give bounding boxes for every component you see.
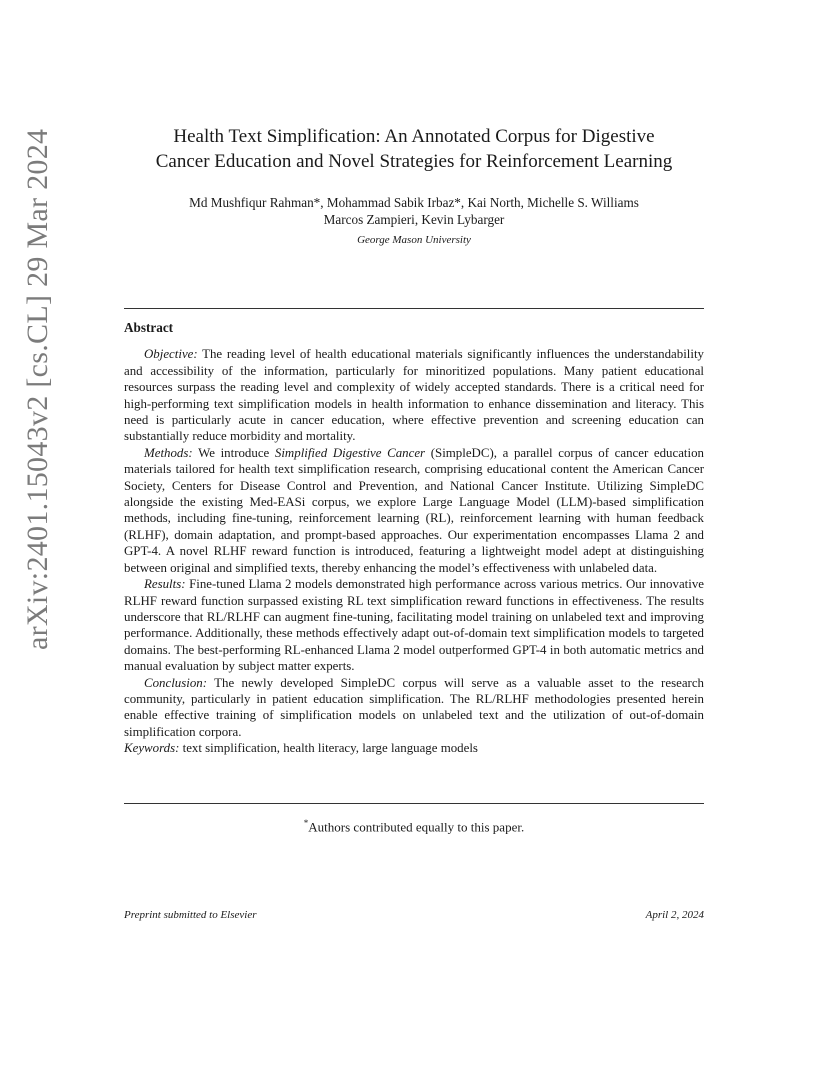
objective-label: Objective: bbox=[144, 347, 198, 362]
methods-label: Methods: bbox=[144, 445, 193, 460]
results-text: Fine-tuned Llama 2 models demonstrated high performance across various metrics. Our innovative RLHF reward function surpassed existing RL text simplification reward functions in effectiveness. The results underscore that RL/RLHF can augment fine-tuning, facilitating model training on unlabeled text and improving performance. Additionally, these methods effectively adapt out-of-domain text simplification models to targeted domains. The best-performing RL-enhanced Llama 2 model outperformed GPT-4 in both automatic metrics and manual evaluation by subject matter experts. bbox=[124, 577, 704, 674]
keywords-label: Keywords: bbox=[124, 741, 180, 756]
title-line-1: Health Text Simplification: An Annotated Corpus for Digestive bbox=[173, 126, 655, 147]
top-rule bbox=[124, 308, 704, 309]
footnote-mark: * bbox=[303, 818, 309, 828]
conclusion-text: The newly developed SimpleDC corpus will serve as a valuable asset to the research community, particularly in patient education simplification. The RL/RLHF methodologies presented herein enable effective training of simplification models on unlabeled text and the utilization of out-of-domain simplification corpora. bbox=[124, 675, 704, 739]
conclusion-paragraph bbox=[124, 675, 704, 741]
arxiv-identifier: arXiv:2401.15043v2 [cs.CL] 29 Mar 2024 bbox=[21, 128, 54, 650]
objective-paragraph bbox=[124, 346, 704, 444]
title-line-2: Cancer Education and Novel Strategies for Reinforcement Learning bbox=[155, 151, 673, 172]
paper-title bbox=[124, 124, 704, 174]
title-block bbox=[124, 124, 704, 246]
results-label: Results: bbox=[144, 577, 186, 592]
footer-date: April 2, 2024 bbox=[645, 909, 704, 921]
footnote-text: Authors contributed equally to this paper. bbox=[308, 819, 525, 835]
methods-text: (SimpleDC), a parallel corpus of cancer education materials tailored for health text simplification research, comprising educational content the American Cancer Society, Centers for Disease Control and Prevention, and National Cancer Institute. Utilizing SimpleDC alongside the existing Med-EASi corpus, we explore Large Language Model (LLM)-based simplification methods, including fine-tuning, reinforcement learning (RL), reinforcement learning with human feedback (RLHF), domain adaptation, and prompt-based approaches. Our experimentation encompasses Llama 2 and GPT-4. A novel RLHF reward function is introduced, featuring a lightweight model adept at distinguishing between original and simplified texts, thereby enhancing the model’s effectiveness with unlabeled data. bbox=[124, 445, 704, 575]
results-paragraph bbox=[124, 576, 704, 674]
conclusion-label: Conclusion: bbox=[144, 675, 208, 690]
keywords-text: text simplification, health literacy, large language models bbox=[179, 741, 478, 756]
abstract bbox=[124, 320, 704, 757]
methods-paragraph bbox=[124, 445, 704, 576]
methods-pre: We introduce bbox=[192, 445, 275, 460]
objective-text: The reading level of health educational materials significantly influences the understandability and accessibility of the information, particularly for minoritized populations. Many patient educational resources surpass the reading level and complexity of widely accepted standards. There is a critical need for high-performing text simplification models in health information to enhance dissemination and literacy. This need is particularly acute in cancer education, where effective prevention and screening education can substantially reduce morbidity and mortality. bbox=[124, 347, 704, 444]
methods-italic: Simplified Digestive Cancer bbox=[274, 445, 426, 460]
keywords bbox=[124, 740, 704, 756]
footnote bbox=[124, 818, 704, 835]
authors-line-2: Marcos Zampieri, Kevin Lybarger bbox=[323, 212, 505, 227]
authors bbox=[124, 194, 704, 228]
abstract-heading: Abstract bbox=[124, 320, 174, 335]
preprint-note: Preprint submitted to Elsevier bbox=[124, 909, 257, 921]
authors-line-1: Md Mushfiqur Rahman*, Mohammad Sabik Irbaz*, Kai North, Michelle S. Williams bbox=[189, 195, 639, 210]
page-footer bbox=[124, 909, 704, 921]
bottom-rule bbox=[124, 803, 704, 804]
affiliation: George Mason University bbox=[357, 234, 471, 246]
